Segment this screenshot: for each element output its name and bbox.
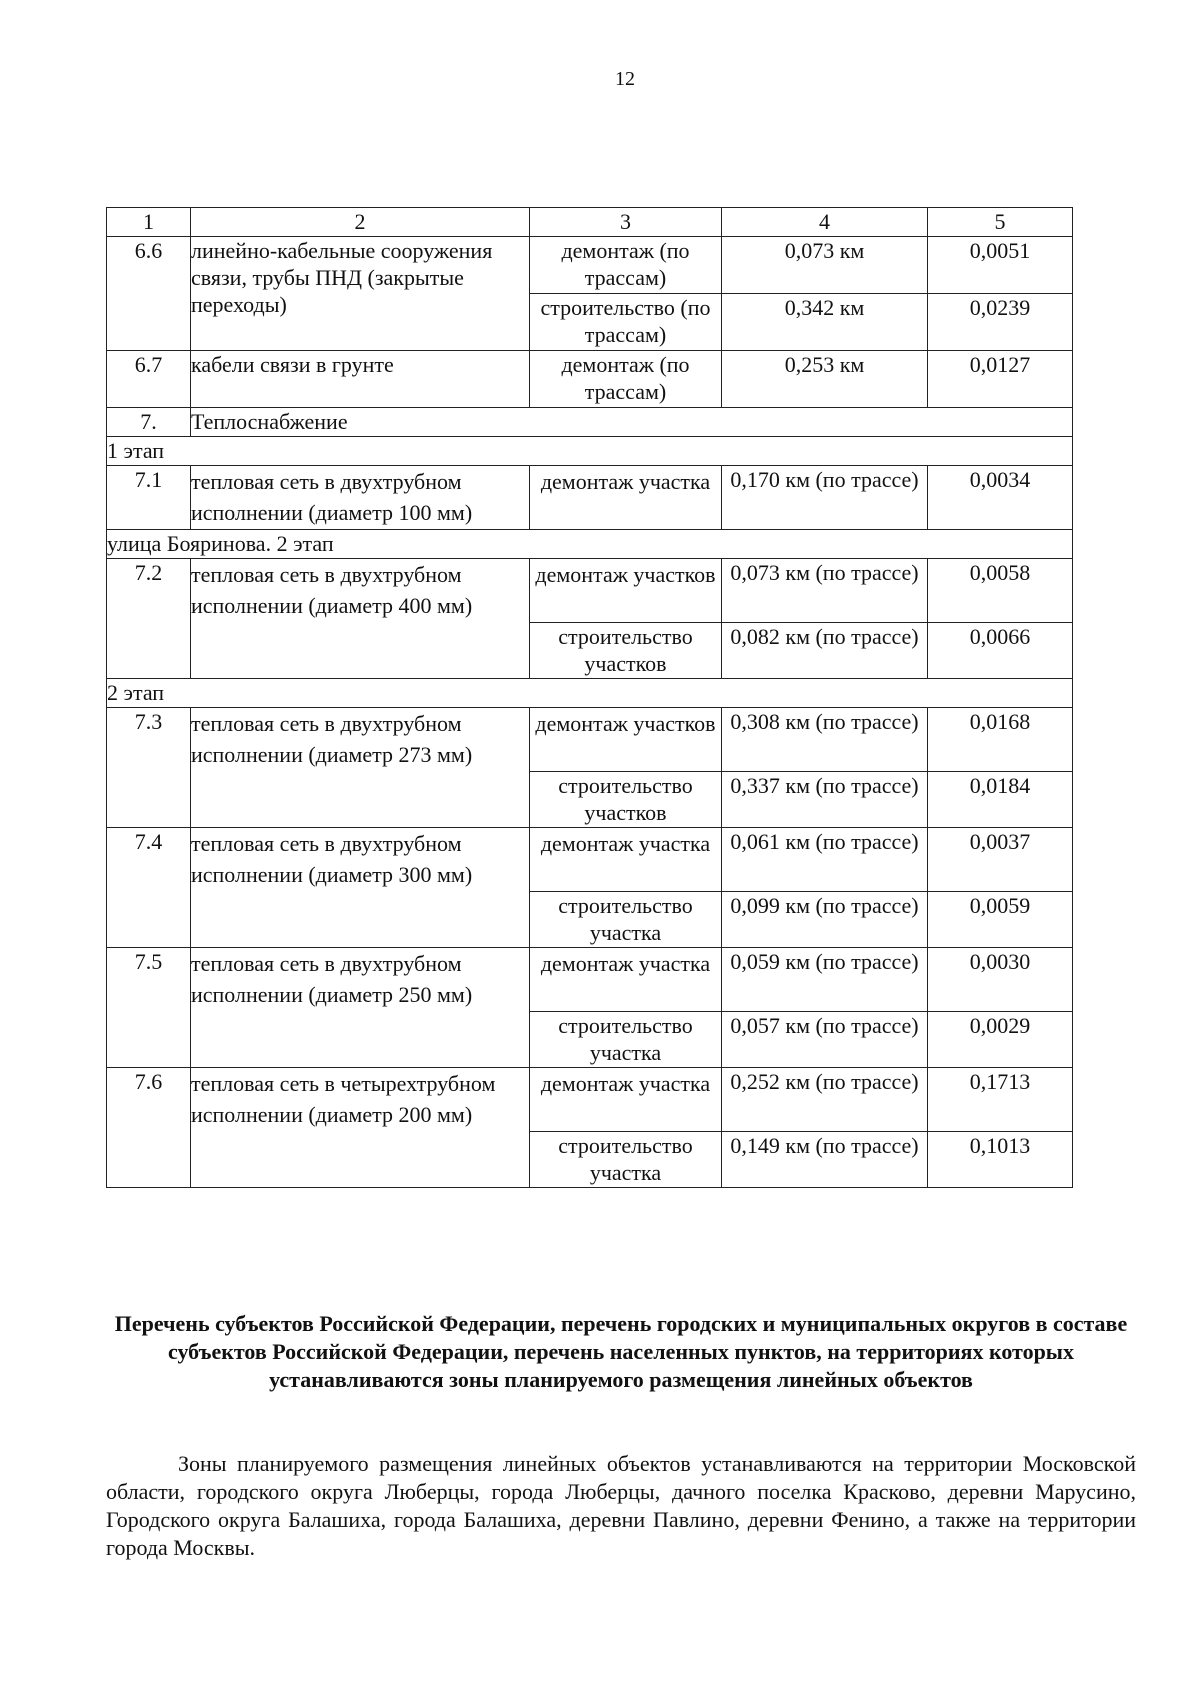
table-row: [107, 237, 1073, 294]
length: 0,061 км (по трассе): [722, 828, 928, 892]
operation: демонтаж участка: [530, 948, 722, 1012]
section-title: Теплоснабжение: [191, 408, 1073, 437]
stage-row: [107, 679, 1073, 708]
operation: демонтаж (по трассам): [530, 351, 722, 408]
row-number: 7.2: [107, 559, 191, 679]
table-row: [107, 559, 1073, 623]
operation: демонтаж участка: [530, 1068, 722, 1132]
table-row: [107, 1068, 1073, 1132]
header-cell: 5: [928, 208, 1073, 237]
operation: демонтаж участка: [530, 828, 722, 892]
header-cell: 3: [530, 208, 722, 237]
length: 0,099 км (по трассе): [722, 892, 928, 948]
object-name: тепловая сеть в двухтрубном исполнении (диаметр 400 мм): [191, 559, 530, 679]
stage-label: 1 этап: [107, 437, 1073, 466]
length: 0,337 км (по трассе): [722, 772, 928, 828]
table-header-row: [107, 208, 1073, 237]
row-number: 7.: [107, 408, 191, 437]
operation: строительство (по трассам): [530, 294, 722, 351]
length: 0,082 км (по трассе): [722, 623, 928, 679]
object-name: тепловая сеть в двухтрубном исполнении (диаметр 250 мм): [191, 948, 530, 1068]
length: 0,073 км: [722, 237, 928, 294]
value: 0,0127: [928, 351, 1073, 408]
header-cell: 2: [191, 208, 530, 237]
stage-label: 2 этап: [107, 679, 1073, 708]
page-number: 12: [615, 68, 635, 90]
operation: демонтаж (по трассам): [530, 237, 722, 294]
body-paragraph: Зоны планируемого размещения линейных объектов устанавливаются на территории Московской области, городского округа Люберцы, города Люберцы, дачного поселка Красково, деревни Марусино, Городского округа Балашиха, города Балашиха, деревни Павлино, деревни Фенино, а также на территории города Москвы.: [106, 1451, 1136, 1560]
value: 0,0168: [928, 708, 1073, 772]
operation: строительство участка: [530, 892, 722, 948]
table-row: [107, 828, 1073, 892]
operation: строительство участков: [530, 623, 722, 679]
row-number: 7.3: [107, 708, 191, 828]
value: 0,0029: [928, 1012, 1073, 1068]
object-name: линейно-кабельные сооружения связи, трубы ПНД (закрытые переходы): [191, 237, 530, 351]
object-name: тепловая сеть в двухтрубном исполнении (диаметр 273 мм): [191, 708, 530, 828]
stage-row: [107, 530, 1073, 559]
row-number: 7.4: [107, 828, 191, 948]
value: 0,1013: [928, 1132, 1073, 1188]
value: 0,0034: [928, 466, 1073, 530]
value: 0,0051: [928, 237, 1073, 294]
length: 0,252 км (по трассе): [722, 1068, 928, 1132]
operation: строительство участков: [530, 772, 722, 828]
value: 0,0030: [928, 948, 1073, 1012]
object-name: кабели связи в грунте: [191, 351, 530, 408]
table-row: [107, 351, 1073, 408]
header-cell: 4: [722, 208, 928, 237]
header-cell: 1: [107, 208, 191, 237]
length: 0,059 км (по трассе): [722, 948, 928, 1012]
value: 0,0059: [928, 892, 1073, 948]
object-name: тепловая сеть в четырехтрубном исполнении (диаметр 200 мм): [191, 1068, 530, 1188]
operation: демонтаж участков: [530, 708, 722, 772]
row-number: 6.6: [107, 237, 191, 351]
row-number: 6.7: [107, 351, 191, 408]
section-row: [107, 408, 1073, 437]
objects-table: [106, 207, 1073, 1188]
length: 0,253 км: [722, 351, 928, 408]
length: 0,308 км (по трассе): [722, 708, 928, 772]
value: 0,0066: [928, 623, 1073, 679]
table-row: [107, 708, 1073, 772]
stage-row: [107, 437, 1073, 466]
operation: демонтаж участков: [530, 559, 722, 623]
value: 0,0058: [928, 559, 1073, 623]
length: 0,057 км (по трассе): [722, 1012, 928, 1068]
length: 0,073 км (по трассе): [722, 559, 928, 623]
operation: демонтаж участка: [530, 466, 722, 530]
stage-label: улица Бояринова. 2 этап: [107, 530, 1073, 559]
table-row: [107, 466, 1073, 530]
row-number: 7.5: [107, 948, 191, 1068]
value: 0,0239: [928, 294, 1073, 351]
row-number: 7.6: [107, 1068, 191, 1188]
length: 0,170 км (по трассе): [722, 466, 928, 530]
length: 0,149 км (по трассе): [722, 1132, 928, 1188]
operation: строительство участка: [530, 1012, 722, 1068]
section-heading: Перечень субъектов Российской Федерации, перечень городских и муниципальных округов в составе субъектов Российской Федерации, перечень населенных пунктов, на территориях которых устанавливаются зоны планируемого размещения линейных объектов: [114, 1311, 1128, 1392]
object-name: тепловая сеть в двухтрубном исполнении (диаметр 300 мм): [191, 828, 530, 948]
operation: строительство участка: [530, 1132, 722, 1188]
table-row: [107, 948, 1073, 1012]
value: 0,0037: [928, 828, 1073, 892]
length: 0,342 км: [722, 294, 928, 351]
value: 0,0184: [928, 772, 1073, 828]
row-number: 7.1: [107, 466, 191, 530]
value: 0,1713: [928, 1068, 1073, 1132]
object-name: тепловая сеть в двухтрубном исполнении (диаметр 100 мм): [191, 466, 530, 530]
